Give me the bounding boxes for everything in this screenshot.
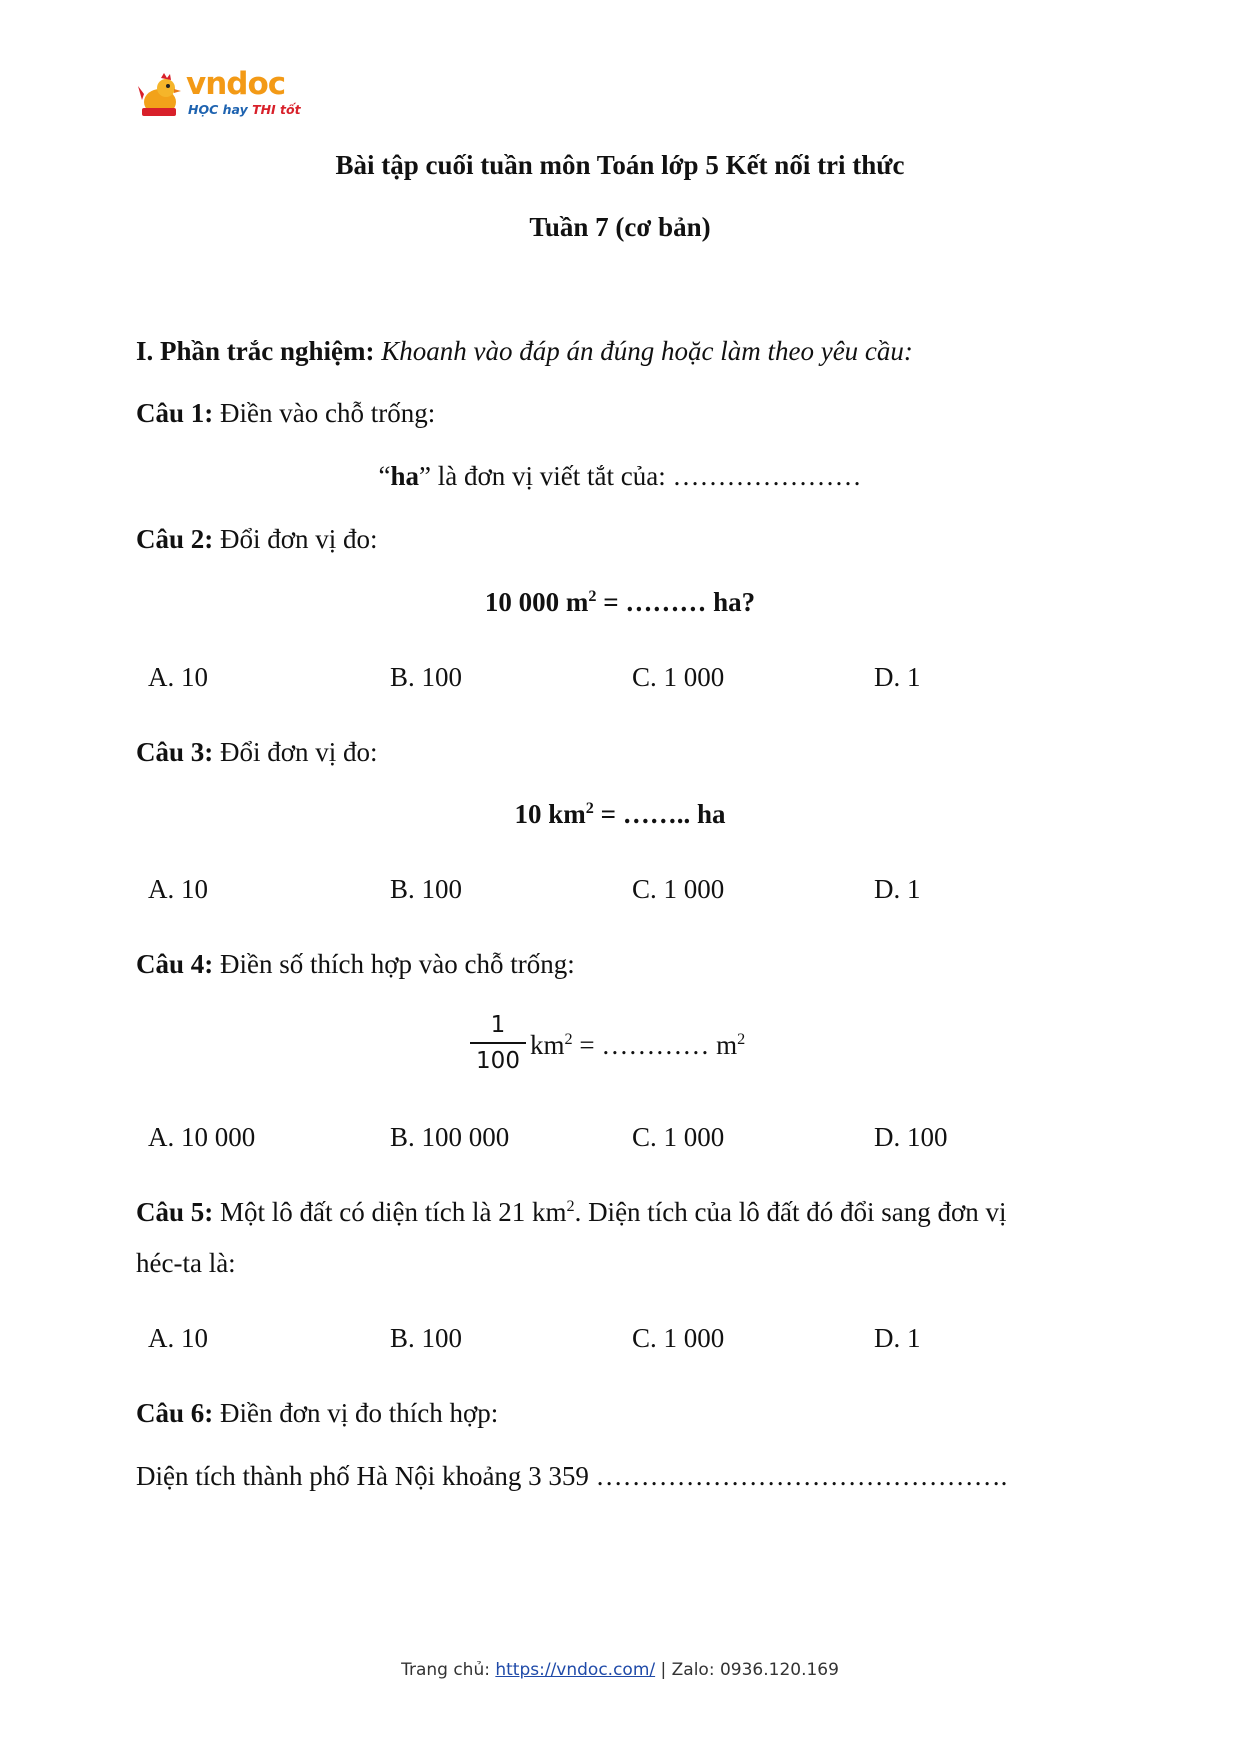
page-footer: Trang chủ: https://vndoc.com/ | Zalo: 0936.120.169: [401, 1660, 839, 1680]
question-4: Câu 4: Điền số thích hợp vào chỗ trống:: [136, 949, 575, 979]
q2-option-d[interactable]: D. 1: [874, 662, 921, 692]
document-subtitle: Tuần 7 (cơ bản): [529, 212, 711, 242]
q5-option-d[interactable]: D. 1: [874, 1323, 921, 1353]
document-title: Bài tập cuối tuần môn Toán lớp 5 Kết nối tri thức: [335, 150, 905, 180]
q4-option-c[interactable]: C. 1 000: [632, 1122, 725, 1152]
q2-option-a[interactable]: A. 10: [148, 662, 208, 692]
section-heading: I. Phần trắc nghiệm: Khoanh vào đáp án đúng hoặc làm theo yêu cầu:: [136, 336, 913, 366]
question-1: Câu 1: Điền vào chỗ trống:: [136, 398, 436, 428]
question-2-expression: 10 000 $m^2$ = ……… ha?: [484, 587, 756, 617]
fraction: [470, 1010, 526, 1076]
question-1-blank: “ha” là đơn vị viết tắt của: …………………: [378, 461, 862, 491]
question-5: Câu 5: Một lô đất có diện tích là 21 $km^2$. Diện tích của lô đất đó đổi sang đơn vị: [136, 1197, 1007, 1227]
q5-option-c[interactable]: C. 1 000: [632, 1323, 725, 1353]
q2-option-c[interactable]: C. 1 000: [632, 662, 725, 692]
question-6-sentence: Diện tích thành phố Hà Nội khoảng 3 359 ……………………………………….: [136, 1461, 1008, 1491]
q3-option-c[interactable]: C. 1 000: [632, 874, 725, 904]
question-6: Câu 6: Điền đơn vị đo thích hợp:: [136, 1398, 499, 1428]
rooster-mascot-icon: [136, 72, 186, 122]
fraction-numerator: 1: [490, 1012, 506, 1038]
q3-option-b[interactable]: B. 100: [390, 874, 463, 904]
fraction-bar: [470, 1042, 526, 1044]
question-5-continued: héc-ta là:: [136, 1248, 236, 1278]
question-3-expression: 10 $km^2$ = …….. ha: [514, 799, 726, 829]
logo-wordmark: vndoc: [186, 66, 286, 102]
q4-option-b[interactable]: B. 100 000: [390, 1122, 510, 1152]
question-3: Câu 3: Đổi đơn vị đo:: [136, 737, 378, 767]
q4-option-a[interactable]: A. 10 000: [148, 1122, 256, 1152]
q3-option-d[interactable]: D. 1: [874, 874, 921, 904]
homepage-link[interactable]: https://vndoc.com/: [495, 1660, 656, 1680]
logo-tagline: HỌC hay THI tốt: [188, 102, 301, 117]
q5-option-a[interactable]: A. 10: [148, 1323, 208, 1353]
q2-option-b[interactable]: B. 100: [390, 662, 463, 692]
q4-option-d[interactable]: D. 100: [874, 1122, 948, 1152]
q3-option-a[interactable]: A. 10: [148, 874, 208, 904]
question-2: Câu 2: Đổi đơn vị đo:: [136, 524, 378, 554]
vndoc-logo: [136, 66, 306, 126]
question-4-expression: $km^2$ = ………… $m^2$: [530, 1030, 746, 1060]
q5-option-b[interactable]: B. 100: [390, 1323, 463, 1353]
fraction-denominator: 100: [476, 1048, 520, 1074]
